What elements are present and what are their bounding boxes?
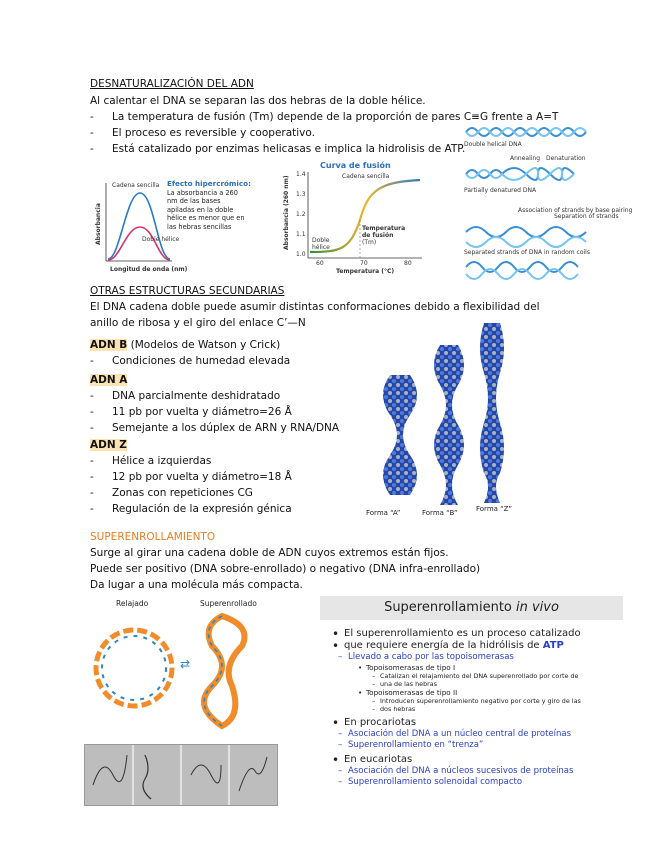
section3-line: Puede ser positivo (DNA sobre-enrollado) o negativo (DNA infra-enrollado) — [90, 563, 481, 575]
melt-xtick: 60 — [316, 260, 324, 267]
melt-ytick: 1.2 — [296, 211, 306, 218]
slide-point: • En eucariotas — [320, 754, 623, 766]
melt-ylabel: Absorbancia (260 nm) — [283, 175, 290, 250]
adn-a-heading: ADN A — [90, 374, 128, 386]
hyper-text-line: La absorbancia a 260 — [167, 188, 238, 197]
dna-form-label: Forma “B” — [422, 509, 458, 517]
slide-subsubpoint: • Topoisomerasas de tipo I — [320, 663, 623, 672]
hyper-label-top: Cadena sencilla — [112, 182, 160, 189]
relaxed-label: Relajado — [116, 599, 149, 608]
dna-form-label: Forma “A” — [366, 509, 401, 517]
section-title-otras-estructuras: OTRAS ESTRUCTURAS SECUNDARIAS — [90, 285, 285, 297]
hyper-ylabel: Absorbancia — [95, 203, 102, 245]
melt-tm-label: de fusión — [362, 232, 394, 239]
adn-z-heading: ADN Z — [90, 439, 127, 451]
slide-detail: – Introducen superenrollamiento negativo por corte y giro de las — [320, 697, 623, 705]
melt-low-label: Doble — [312, 237, 330, 244]
dna-forms-figure — [360, 315, 530, 520]
bullet-item: - Está catalizado por enzimas helicasas e implica la hidrolisis de ATP. — [90, 143, 466, 155]
bullet-item: - 12 pb por vuelta y diámetro=18 Å — [90, 471, 292, 483]
relaxed-dna-ring — [96, 630, 172, 706]
bullet-item: - 11 pb por vuelta y diámetro=26 Å — [90, 406, 292, 418]
electron-micrograph-strip — [84, 744, 278, 806]
dna-form-b — [434, 345, 464, 505]
bullet-item: - Zonas con repeticiones CG — [90, 487, 253, 499]
bullet-item: - Semejante a los dúplex de ARN y RNA/DNA — [90, 422, 340, 434]
slide-detail-cont: – dos hebras — [320, 705, 623, 713]
melt-ytick: 1.3 — [296, 191, 306, 198]
denat-label: Partially denatured DNA — [464, 187, 537, 194]
slide-title: Superenrollamiento in vivo — [320, 596, 623, 620]
slide-detail-cont: – una de las hebras — [320, 680, 623, 688]
bullet-item: - DNA parcialmente deshidratado — [90, 390, 281, 402]
hyper-xlabel: Longitud de onda (nm) — [110, 266, 188, 273]
bullet-item: - Condiciones de humedad elevada — [90, 355, 291, 367]
supercoiled-dna — [204, 616, 245, 726]
denat-label: Separated strands of DNA in random coils — [464, 249, 590, 256]
hyper-text-line: hélice es menor que en — [167, 214, 245, 222]
section-title-superenrollamiento: SUPERENROLLAMIENTO — [90, 531, 216, 543]
single-strand-curve — [108, 193, 170, 259]
melt-tm-label: Temperatura — [362, 225, 406, 232]
slide-point-cont: • que requiere energía de la hidrólisis de ATP — [320, 640, 623, 652]
denat-label: Association of strands by base pairing — [518, 207, 633, 214]
melt-title: Curva de fusión — [320, 161, 391, 170]
section2-intro: anillo de ribosa y el giro del enlace C’—N — [90, 317, 306, 329]
bullet-item: - La temperatura de fusión (Tm) depende de la proporción de pares C≡G frente a A=T — [90, 111, 559, 123]
hyper-text-line: apiladas en la doble — [167, 205, 234, 214]
slide-point: • En procariotas — [320, 717, 623, 729]
slide-subsubpoint: • Topoisomerasas de tipo II — [320, 688, 623, 697]
supercoil-figure — [82, 596, 282, 741]
melt-xtick: 70 — [360, 260, 368, 267]
hyper-text-line: las hebras sencillas — [167, 222, 232, 231]
melt-curve-label: Cadena sencilla — [342, 173, 390, 180]
hyper-text-line: nm de las bases — [167, 197, 221, 205]
section-title-desnaturalizacion: DESNATURALIZACIÓN DEL ADN — [90, 78, 254, 90]
dna-form-z — [480, 323, 504, 503]
bullet-item: - Regulación de la expresión génica — [90, 503, 292, 515]
slide-subpoint: – Superenrollamiento solenoidal compacto — [320, 777, 623, 788]
melt-xtick: 80 — [404, 260, 412, 267]
section2-intro: El DNA cadena doble puede asumir distintas conformaciones debido a flexibilidad del — [90, 301, 540, 313]
hyper-title: Efecto hipercrómico: — [167, 179, 251, 188]
slide-subpoint: – Llevado a cabo por las topoisomerasas — [320, 652, 623, 663]
exchange-arrows-icon: ⇄ — [180, 657, 191, 671]
section3-line: Surge al girar una cadena doble de ADN cuyos extremos están fijos. — [90, 547, 449, 559]
hyperchromic-caption — [167, 180, 251, 231]
section3-line: Da lugar a una molécula más compacta. — [90, 579, 303, 591]
section1-intro: Al calentar el DNA se separan las dos hebras de la doble hélice. — [90, 95, 426, 107]
melt-xlabel: Temperatura (°C) — [336, 268, 395, 275]
melt-tm-label: (Tm) — [362, 239, 377, 246]
melt-ytick: 1.0 — [296, 251, 306, 258]
bullet-item: - El proceso es reversible y cooperativo. — [90, 127, 315, 139]
denat-label: Separation of strands — [554, 213, 619, 220]
dna-form-label: Forma “Z” — [476, 505, 512, 513]
melting-curve-figure — [280, 160, 440, 280]
slide-detail: – Catalizan el relajamiento del DNA superenrollado por corte de — [320, 672, 623, 680]
micrograph-image — [85, 745, 277, 805]
denaturation-diagram — [462, 122, 633, 282]
melt-ytick: 1.1 — [296, 231, 306, 238]
denat-label: Denaturation — [546, 155, 586, 162]
dna-form-a — [383, 375, 417, 495]
slide-subpoint: – Asociación del DNA a un núcleo central de proteínas — [320, 729, 623, 740]
adn-b-heading: ADN B (Modelos de Watson y Crick) — [90, 339, 281, 351]
supercoiling-in-vivo-slide — [320, 596, 623, 816]
supercoiled-label: Superenrollado — [200, 599, 257, 608]
denat-label: Annealing — [510, 155, 541, 162]
denat-label: Double helical DNA — [464, 141, 522, 148]
bullet-item: - Hélice a izquierdas — [90, 455, 212, 467]
melt-low-label: hélice — [312, 244, 330, 251]
hyper-label-bottom: Doble hélice — [142, 236, 180, 243]
relaxed-dna-inner — [102, 636, 166, 700]
slide-subpoint: – Superenrollamiento en “trenza” — [320, 740, 623, 751]
melt-ytick: 1.4 — [296, 171, 306, 178]
slide-subpoint: – Asociación del DNA a núcleos sucesivos de proteínas — [320, 766, 623, 777]
slide-point: • El superenrollamiento es un proceso catalizado — [320, 628, 623, 640]
